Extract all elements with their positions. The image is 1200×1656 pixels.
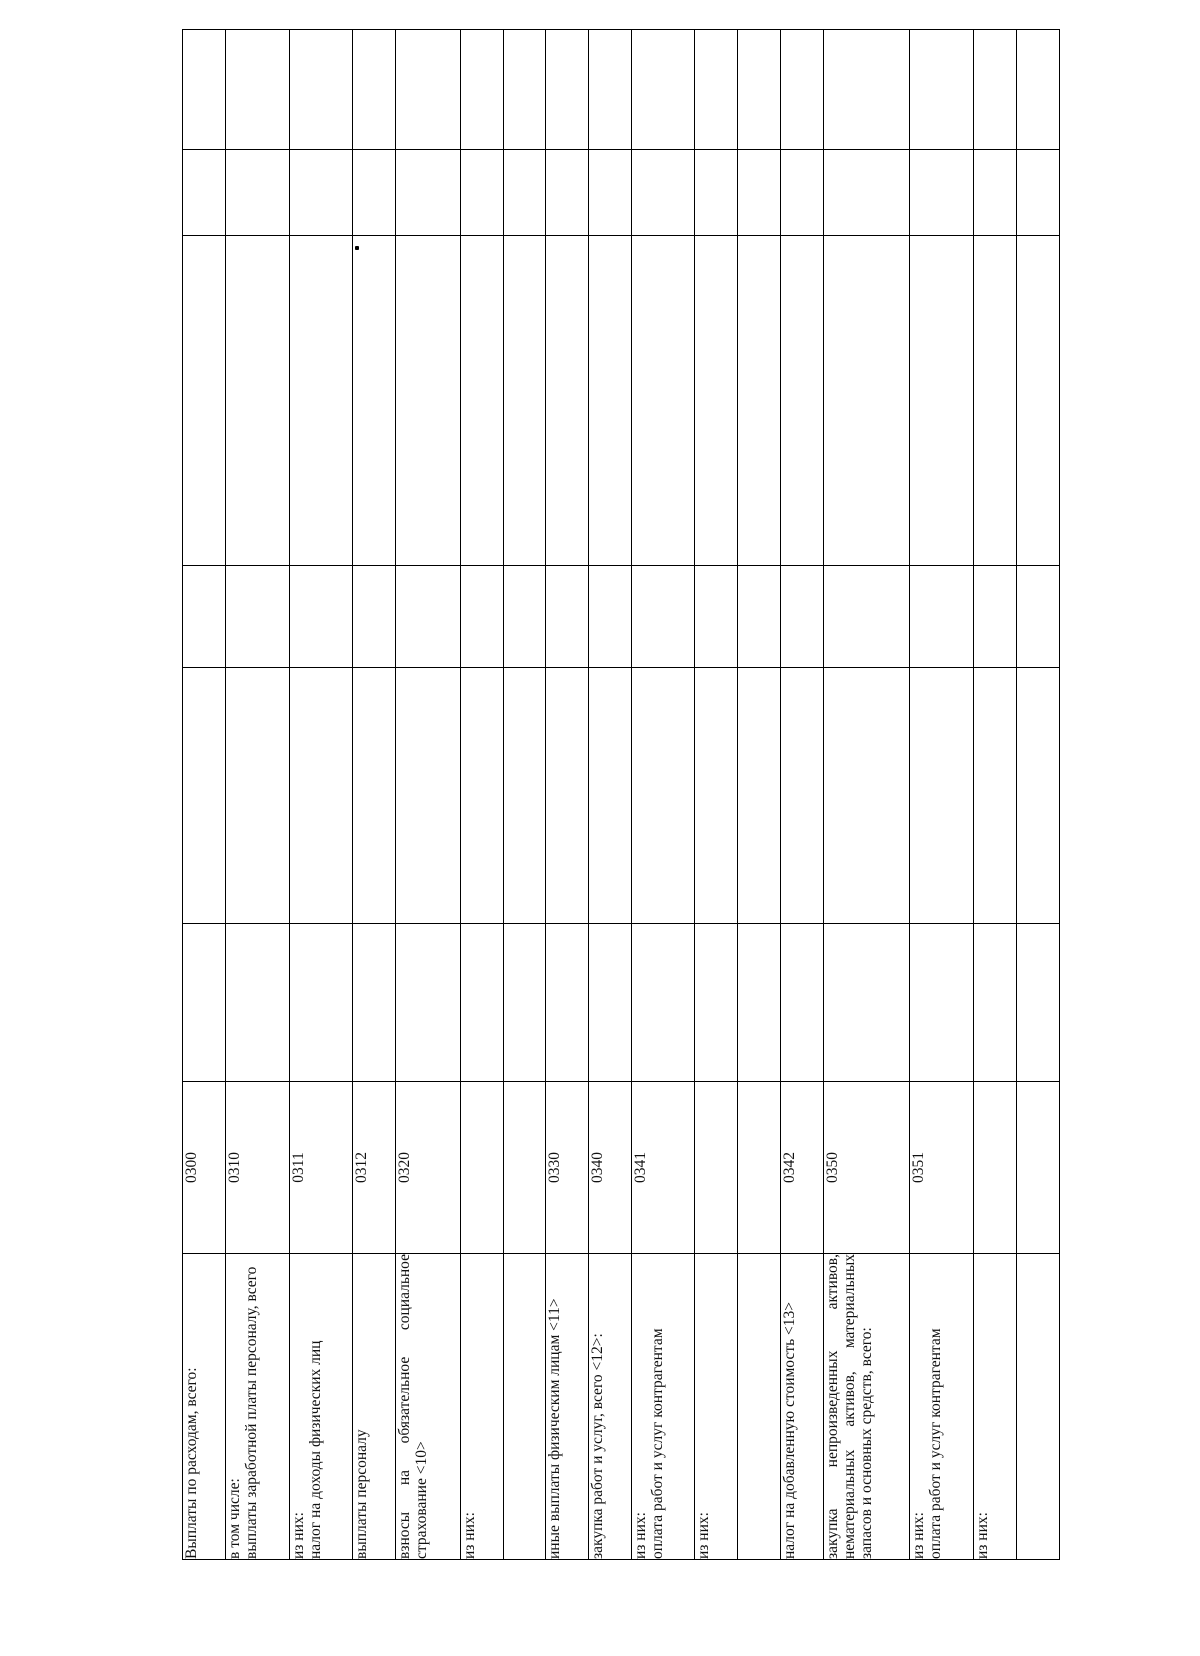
- value-cell[interactable]: [973, 150, 1016, 236]
- row-name-line: запасов и основных средств, всего:: [858, 1327, 876, 1559]
- row-name: [973, 1254, 1016, 1560]
- row-name: [1016, 1254, 1059, 1560]
- value-cell[interactable]: [460, 150, 503, 236]
- row-name: [226, 1254, 290, 1560]
- row-code: 0340: [588, 1082, 631, 1254]
- value-cell[interactable]: [631, 150, 695, 236]
- row-name: [738, 1254, 781, 1560]
- value-cell[interactable]: [910, 566, 974, 668]
- value-cell[interactable]: [545, 30, 588, 150]
- value-cell[interactable]: [695, 924, 738, 1082]
- value-cell[interactable]: [1016, 150, 1059, 236]
- value-cell[interactable]: [588, 924, 631, 1082]
- row-name-line: закупка непроизведенных активов,: [824, 1254, 842, 1559]
- value-cell[interactable]: [1016, 668, 1059, 924]
- value-cell[interactable]: [353, 150, 396, 236]
- row-name-line: из них:: [289, 1512, 307, 1559]
- row-code: 0351: [910, 1082, 974, 1254]
- row-code: 0312: [353, 1082, 396, 1254]
- table-row: [973, 30, 1016, 1560]
- value-cell[interactable]: [738, 30, 781, 150]
- value-cell[interactable]: [910, 924, 974, 1082]
- value-cell[interactable]: [289, 668, 353, 924]
- value-cell[interactable]: [396, 924, 461, 1082]
- value-cell[interactable]: [545, 236, 588, 566]
- value-cell[interactable]: [545, 150, 588, 236]
- row-name: [824, 1254, 910, 1560]
- value-cell[interactable]: [226, 30, 290, 150]
- value-cell[interactable]: [588, 566, 631, 668]
- row-name-line: из них:: [631, 1512, 649, 1559]
- row-name-line: нематериальных активов, материальных: [841, 1254, 859, 1559]
- table-row: [460, 30, 503, 1560]
- value-cell[interactable]: [631, 924, 695, 1082]
- value-cell[interactable]: [1016, 236, 1059, 566]
- row-code: [738, 1082, 781, 1254]
- value-cell[interactable]: [183, 30, 226, 150]
- value-cell[interactable]: [824, 566, 910, 668]
- row-name: [289, 1254, 353, 1560]
- expenditure-table: [182, 29, 1060, 1560]
- value-cell[interactable]: [503, 150, 545, 236]
- value-cell[interactable]: [695, 150, 738, 236]
- value-cell[interactable]: [353, 30, 396, 150]
- table-row: [289, 30, 353, 1560]
- table-row: [503, 30, 545, 1560]
- row-name-line: налог на добавленную стоимость <13>: [781, 1301, 799, 1559]
- row-code: 0311: [289, 1082, 353, 1254]
- value-cell[interactable]: [460, 236, 503, 566]
- row-code: 0341: [631, 1082, 695, 1254]
- table-row: [226, 30, 290, 1560]
- row-code: 0320: [396, 1082, 461, 1254]
- value-cell[interactable]: [781, 30, 824, 150]
- value-cell[interactable]: [973, 30, 1016, 150]
- row-name-line: из них:: [973, 1512, 991, 1559]
- table-row: [1016, 30, 1059, 1560]
- value-cell[interactable]: [545, 566, 588, 668]
- table-row: [824, 30, 910, 1560]
- value-cell[interactable]: [353, 566, 396, 668]
- value-cell[interactable]: [781, 150, 824, 236]
- value-cell[interactable]: [910, 668, 974, 924]
- value-cell[interactable]: [588, 150, 631, 236]
- row-name-line: Выплаты по расходам, всего:: [183, 1367, 200, 1559]
- row-name-line: иные выплаты физическим лицам <11>: [545, 1298, 563, 1559]
- table-row: [183, 30, 226, 1560]
- value-cell[interactable]: [1016, 30, 1059, 150]
- value-cell[interactable]: [824, 150, 910, 236]
- value-cell[interactable]: [396, 150, 461, 236]
- value-cell[interactable]: [973, 668, 1016, 924]
- value-cell[interactable]: [781, 236, 824, 566]
- value-cell[interactable]: [460, 924, 503, 1082]
- value-cell[interactable]: [824, 236, 910, 566]
- value-cell[interactable]: [545, 924, 588, 1082]
- value-cell[interactable]: [353, 236, 396, 566]
- value-cell[interactable]: [781, 668, 824, 924]
- row-name: [910, 1254, 974, 1560]
- row-code: [1016, 1082, 1059, 1254]
- value-cell[interactable]: [183, 924, 226, 1082]
- row-name: [183, 1254, 226, 1560]
- value-cell[interactable]: [460, 668, 503, 924]
- row-name-line: закупка работ и услуг, всего <12>:: [588, 1333, 606, 1559]
- value-cell[interactable]: [695, 566, 738, 668]
- row-code: 0330: [545, 1082, 588, 1254]
- value-cell[interactable]: [631, 566, 695, 668]
- table-row: [631, 30, 695, 1560]
- value-cell[interactable]: [226, 150, 290, 236]
- row-name: [781, 1254, 824, 1560]
- row-name-line: страхование <10>: [413, 1441, 431, 1559]
- value-cell[interactable]: [631, 30, 695, 150]
- row-name-line: взносы на обязательное социальное: [396, 1254, 414, 1559]
- row-name-line: выплаты персоналу: [353, 1429, 371, 1559]
- value-cell[interactable]: [588, 30, 631, 150]
- row-code: [973, 1082, 1016, 1254]
- row-name: [695, 1254, 738, 1560]
- table-row: [738, 30, 781, 1560]
- table-row: [396, 30, 461, 1560]
- value-cell[interactable]: [183, 668, 226, 924]
- value-cell[interactable]: [738, 924, 781, 1082]
- value-cell[interactable]: [353, 668, 396, 924]
- table-row: [588, 30, 631, 1560]
- value-cell[interactable]: [503, 30, 545, 150]
- value-cell[interactable]: [226, 566, 290, 668]
- value-cell[interactable]: [183, 236, 226, 566]
- value-cell[interactable]: [824, 924, 910, 1082]
- value-cell[interactable]: [738, 566, 781, 668]
- value-cell[interactable]: [824, 30, 910, 150]
- value-cell[interactable]: [396, 668, 461, 924]
- value-cell[interactable]: [503, 668, 545, 924]
- value-cell[interactable]: [396, 30, 461, 150]
- value-cell[interactable]: [910, 236, 974, 566]
- value-cell[interactable]: [503, 236, 545, 566]
- row-name-line: выплаты заработной платы персоналу, всего: [243, 1266, 261, 1559]
- value-cell[interactable]: [353, 924, 396, 1082]
- value-cell[interactable]: [226, 236, 290, 566]
- value-cell[interactable]: [396, 566, 461, 668]
- row-name: [396, 1254, 461, 1560]
- value-cell[interactable]: [226, 668, 290, 924]
- row-name-line: оплата работ и услуг контрагентам: [648, 1328, 666, 1559]
- value-cell[interactable]: [631, 236, 695, 566]
- value-cell[interactable]: [738, 236, 781, 566]
- row-code: [460, 1082, 503, 1254]
- row-name: [545, 1254, 588, 1560]
- value-cell[interactable]: [631, 668, 695, 924]
- row-name: [353, 1254, 396, 1560]
- value-cell[interactable]: [588, 668, 631, 924]
- value-cell[interactable]: [226, 924, 290, 1082]
- value-cell[interactable]: [1016, 924, 1059, 1082]
- value-cell[interactable]: [781, 566, 824, 668]
- value-cell[interactable]: [695, 668, 738, 924]
- value-cell[interactable]: [695, 30, 738, 150]
- row-code: 0342: [781, 1082, 824, 1254]
- row-name: [588, 1254, 631, 1560]
- value-cell[interactable]: [738, 668, 781, 924]
- row-code: [695, 1082, 738, 1254]
- row-name-line: из них:: [460, 1512, 478, 1559]
- value-cell[interactable]: [1016, 566, 1059, 668]
- value-cell[interactable]: [289, 236, 353, 566]
- row-name-line: налог на доходы физических лиц: [306, 1340, 324, 1559]
- value-cell[interactable]: [781, 924, 824, 1082]
- table-row: [910, 30, 974, 1560]
- value-cell[interactable]: [545, 668, 588, 924]
- value-cell[interactable]: [588, 236, 631, 566]
- row-code: 0350: [824, 1082, 910, 1254]
- value-cell[interactable]: [503, 566, 545, 668]
- table-row: [545, 30, 588, 1560]
- value-cell[interactable]: [183, 150, 226, 236]
- value-cell[interactable]: [503, 924, 545, 1082]
- value-cell[interactable]: [183, 566, 226, 668]
- value-cell[interactable]: [396, 236, 461, 566]
- value-cell[interactable]: [910, 30, 974, 150]
- value-cell[interactable]: [824, 668, 910, 924]
- value-cell[interactable]: [973, 236, 1016, 566]
- row-code: [503, 1082, 545, 1254]
- row-name-line: из них:: [695, 1512, 713, 1559]
- value-cell[interactable]: [695, 236, 738, 566]
- table-row: [695, 30, 738, 1560]
- value-cell[interactable]: [289, 566, 353, 668]
- row-name: [460, 1254, 503, 1560]
- value-cell[interactable]: [289, 150, 353, 236]
- value-cell[interactable]: [289, 924, 353, 1082]
- row-name-line: оплата работ и услуг контрагентам: [927, 1328, 945, 1559]
- value-cell[interactable]: [460, 30, 503, 150]
- row-name-line: из них:: [910, 1512, 928, 1559]
- row-name: [631, 1254, 695, 1560]
- row-name-line: в том числе:: [226, 1478, 244, 1559]
- table-row: [353, 30, 396, 1560]
- value-cell[interactable]: [973, 924, 1016, 1082]
- value-cell[interactable]: [289, 30, 353, 150]
- value-cell[interactable]: [738, 150, 781, 236]
- expenditure-form-sheet: [182, 30, 1060, 1560]
- row-code: 0310: [226, 1082, 290, 1254]
- row-name: [503, 1254, 545, 1560]
- value-cell[interactable]: [910, 150, 974, 236]
- row-code: 0300: [183, 1082, 226, 1254]
- value-cell[interactable]: [460, 566, 503, 668]
- table-row: [781, 30, 824, 1560]
- value-cell[interactable]: [973, 566, 1016, 668]
